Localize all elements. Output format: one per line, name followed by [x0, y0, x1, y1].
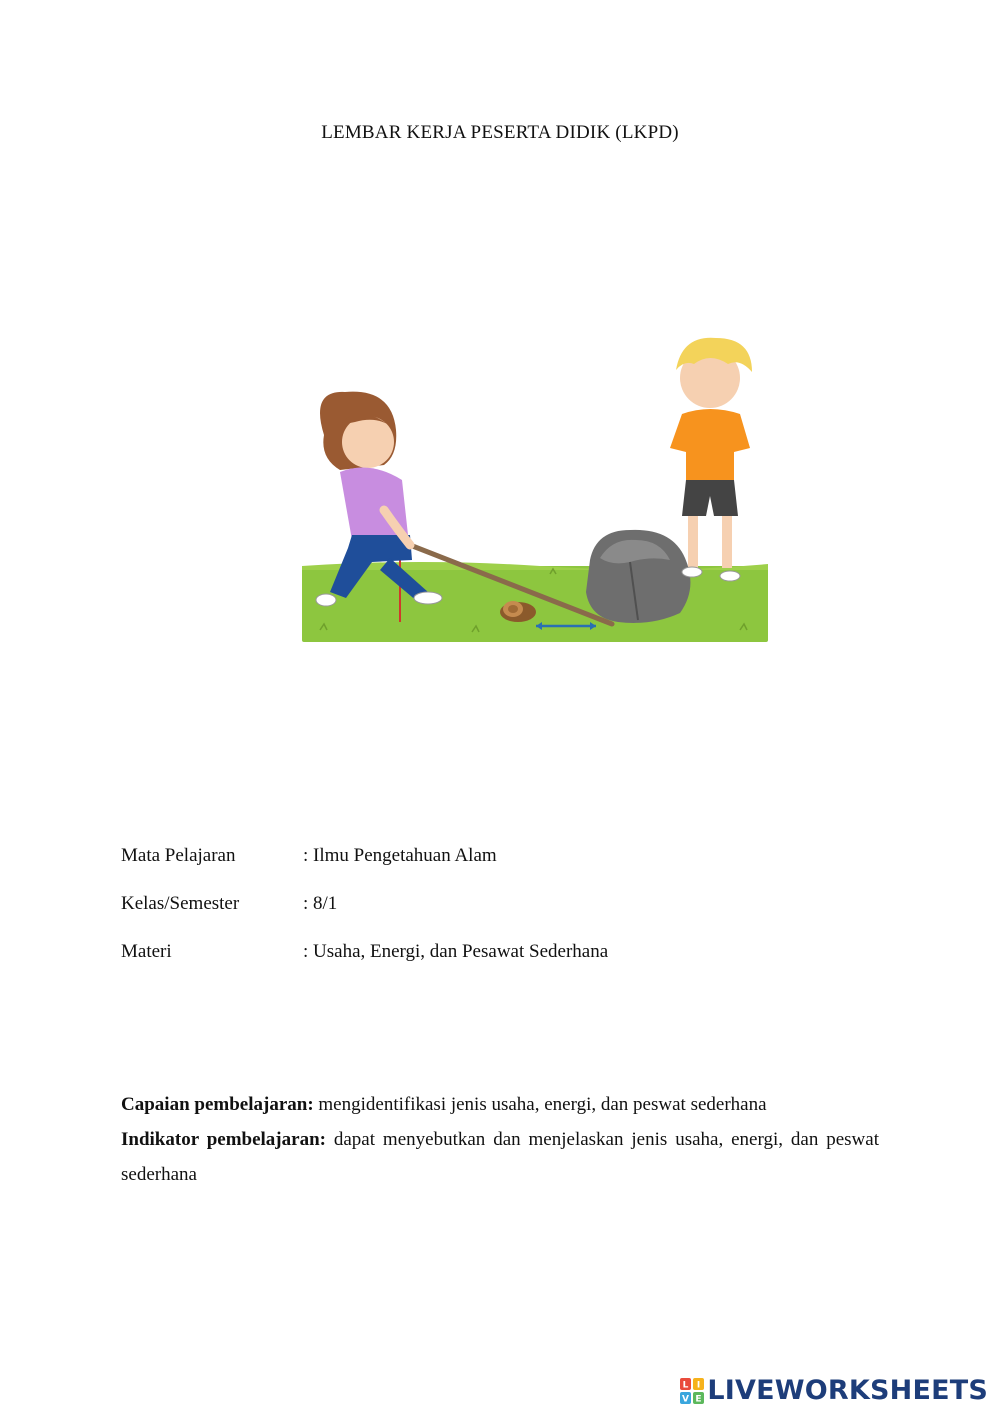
indikator-text: dapat menyebutkan dan menjelaskan jenis usaha, energi, dan peswat sederhana: [121, 1129, 879, 1185]
capaian-text: mengidentifikasi jenis usaha, energi, dan peswat sederhana: [313, 1094, 767, 1115]
liveworksheets-wordmark: LIVEWORKSHEETS: [707, 1375, 988, 1406]
capaian-paragraph: [121, 1087, 879, 1122]
learning-goals: [121, 1087, 879, 1192]
info-value: : Usaha, Energi, dan Pesawat Sederhana: [303, 941, 609, 962]
info-label: Kelas/Semester: [121, 893, 240, 914]
info-value: : 8/1: [303, 893, 338, 914]
logo-letter: V: [682, 1394, 690, 1404]
indikator-paragraph: [121, 1122, 879, 1192]
grass: [302, 566, 768, 642]
indikator-label: Indikator pembelajaran:: [121, 1129, 326, 1150]
logo-letter: I: [697, 1380, 701, 1391]
boy-figure: [670, 338, 752, 581]
capaian-label: Capaian pembelajaran:: [121, 1094, 314, 1115]
logo-letter: E: [695, 1394, 702, 1404]
info-label: Mata Pelajaran: [121, 845, 236, 866]
liveworksheets-logo[interactable]: [680, 1376, 988, 1406]
lever-illustration: [300, 330, 770, 645]
liveworksheets-icon: [680, 1378, 704, 1404]
rock: [586, 530, 690, 623]
document-title: LEMBAR KERJA PESERTA DIDIK (LKPD): [321, 122, 679, 143]
info-label: Materi: [121, 941, 172, 962]
info-value: : Ilmu Pengetahuan Alam: [303, 845, 497, 866]
logo-letter: L: [682, 1380, 689, 1391]
